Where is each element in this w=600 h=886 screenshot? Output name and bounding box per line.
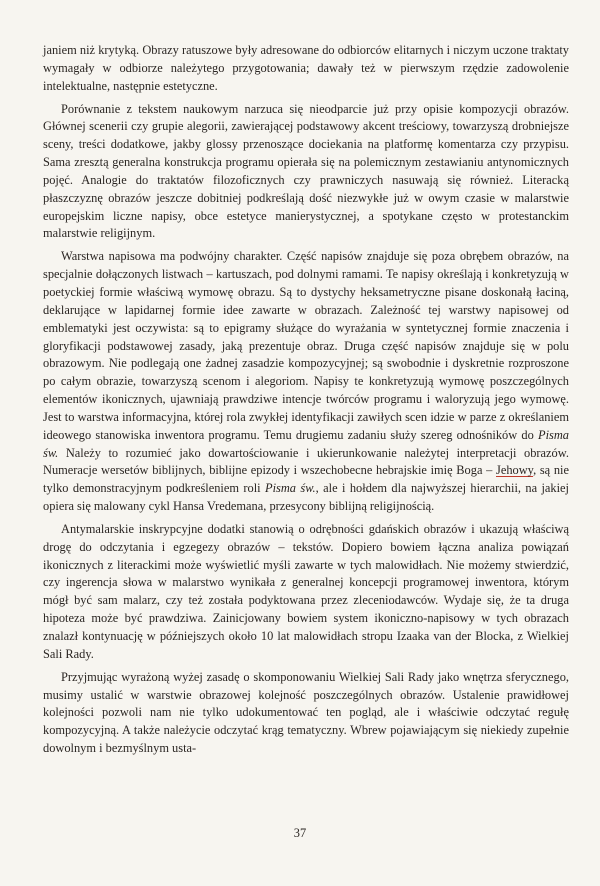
page-number: 37 <box>293 826 307 840</box>
paragraph-4 <box>43 521 569 664</box>
text-run: Porównanie z tekstem naukowym narzuca się nieodparcie już przy opisie kompozycji obrazów. Głównej scenerii czy grupie alegorii, zawierającej podstawowy akcent treściowy, towarzyszą drobniejsze sceny, treści dodatkowe, jakby glossy przenoszące dociekania na platformę komentarza czy przypisu. Sama zresztą generalna konstrukcja programu opierała się na polemicznym zestawianiu antynomicznych pojęć. Analogie do traktatów filozoficznych czy prawniczych nasuwają się również. Literacką płaszczyznę obrazów jeszcze dobitniej podkreślają dość niezwykłe już w owym czasie w malarstwie europejskim liczne napisy, obce estetyce manierystycznej, a spotykane często w protestanckim malarstwie religijnym. <box>43 101 569 241</box>
paragraph-5 <box>43 669 569 758</box>
text-run: janiem niż krytyką. Obrazy ratuszowe były adresowane do odbiorców elitarnych i niczym uczone traktaty wymagały w odbiorze należytego przygotowania; dawały też w pierwszym rzędzie zadowolenie intelektualne, następnie estetyczne. <box>43 43 569 93</box>
text-run: Przyjmując wyrażoną wyżej zasadę o skomponowaniu Wielkiej Sali Rady jako wnętrza sferycznego, musimy ustalić w warstwie obrazowej kolejność poszczególnych obrazów. Ustalenie prawidłowej kolejności pozwoli nam nie tylko udokumentować ten pogląd, ale i właściwie odczytać regułę kompozycyjną. A także należycie odczytać krąg tematyczny. Wbrew pojawiającym się niekiedy zupełnie dowolnym i bezmyślnym usta- <box>43 669 569 756</box>
paragraph-2 <box>43 101 569 244</box>
inline-ital: Pisma św. <box>265 481 316 496</box>
text-run: Należy to rozumieć jako dowartościowanie i ukierunkowanie należytej interpretacji obrazów. Numeracje wersetów biblijnych, biblijne epizody i wszechobecne hebrajskie imię Boga – <box>43 445 569 478</box>
paragraph-3 <box>43 248 569 516</box>
text-run: , są nie tylko demonstracyjnym podkreśleniem roli <box>43 463 569 496</box>
text-run: Warstwa napisowa ma podwójny charakter. Część napisów znajduje się poza obrębem obrazów, na specjalnie dołączonych listwach – kartuszach, pod dolnymi ramami. Te napisy określają i konkretyzują w poetyckiej formie właściwą wymowę obrazu. Są to dystychy heksametryczne pisane doskonałą łaciną, deklarujące w lapidarnej formie idee zawarte w obrazach. Zależność tej warstwy napisowej od emblematyki jest oczywista: są to epigramy służące do wyrażania w syntetycznej formie znaczenia i gloryfikacji podstawowej zasady, jaką prezentuje obraz. Druga część napisów znajduje się w polu obrazowym. Nie podlegają one żadnej zasadzie kompozycyjnej; są swobodnie i dyskretnie rozproszone po całym obrazie, towarzyszą scenom i alegoriom. Napisy te konkretyzują wymowę poszczególnych elementów ikonicznych, ujawniają prawdziwe intencje twórców programu i waloryzują jego wymowę. Jest to warstwa informacyjna, której rola zwykłej identyfikacji zawiłych scen idzie w parze z określaniem ideowego stanowiska inwentora programu. Temu drugiemu zadaniu służy szereg odnośników do <box>43 249 569 442</box>
page-body <box>43 42 569 758</box>
text-run: , ale i hołdem dla najwyższej hierarchii, na jakiej opiera się malowany cykl Hansa Vredemana, przesycony biblijną religijnością. <box>43 481 569 514</box>
text-run: Antymalarskie inskrypcyjne dodatki stanowią o odrębności gdańskich obrazów i ukazują właściwą drogę do odczytania i egzegezy obrazów – tekstów. Dopiero bowiem łączna analiza powiązań ikonicznych z literackimi może wyświetlić myśli zawarte w tych malowidłach. Nie możemy stwierdzić, czy ingerencja słowa w malarstwo wynikała z generalnej koncepcji programowej inwentora, którym mógł być sam malarz, czy też została podyktowana przez zleceniodawców. Wydaje się, że ta druga hipoteza może być prawdziwa. Zainicjowany bowiem system ikoniczno-napisowy w tych obrazach znalazł kontynuację w późniejszych około 10 lat malowidłach stropu Izaaka van der Blocka, z Wielkiej Sali Rady. <box>43 521 569 661</box>
inline-ital: Pisma św. <box>43 427 569 460</box>
paragraph-1 <box>43 42 569 96</box>
inline-underline-red: Jehowy <box>496 463 534 478</box>
